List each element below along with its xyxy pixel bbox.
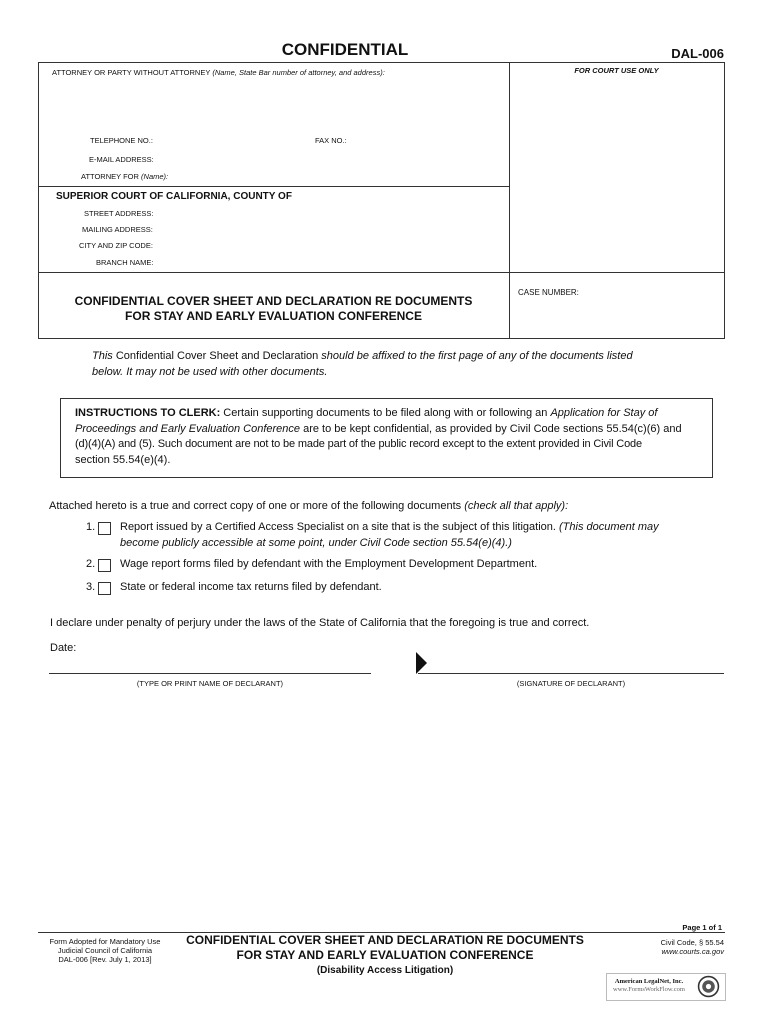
instructions-text: INSTRUCTIONS TO CLERK: Certain supporting documents to be filed along with or following an Application for Stay of Proceedings and Early Evaluation Conference are to be kept confidential, as provided by Civil Code sections 55.54(c)(6) and (d)(4)(A) and (5). Such document are not to be made part of the public record except to the extent provided in Civil Code section 55.54(e)(4). xyxy=(75,407,682,466)
email-label[interactable]: E-MAIL ADDRESS: xyxy=(89,155,154,164)
fax-label[interactable]: FAX NO.: xyxy=(315,136,347,145)
type-name-caption: (TYPE OR PRINT NAME OF DECLARANT) xyxy=(136,679,284,688)
city-zip-label[interactable]: CITY AND ZIP CODE: xyxy=(79,241,153,250)
declaration-text: I declare under penalty of perjury under the laws of the State of California that the foregoing is true and correct. xyxy=(50,617,590,629)
intro-text: This Confidential Cover Sheet and Declaration should be affixed to the first page of any of the documents listed below. It may not be used with other documents. xyxy=(92,350,633,378)
mailing-address-label[interactable]: MAILING ADDRESS: xyxy=(82,225,153,234)
item-3-text: State or federal income tax returns filed by defendant. xyxy=(120,581,382,593)
item-1-checkbox[interactable] xyxy=(98,522,111,535)
civil-code-ref: Civil Code, § 55.54 www.courts.ca.gov xyxy=(660,938,724,956)
legalnet-logo-icon xyxy=(697,975,720,998)
street-address-label[interactable]: STREET ADDRESS: xyxy=(84,209,154,218)
form-adopted: Form Adopted for Mandatory Use Judicial Council of California DAL-006 [Rev. July 1, 2013] xyxy=(49,937,161,964)
case-number-label[interactable]: CASE NUMBER: xyxy=(518,288,579,297)
item-3-number: 3. xyxy=(86,581,96,593)
date-label[interactable]: Date: xyxy=(50,642,77,654)
confidential-heading: CONFIDENTIAL xyxy=(281,40,409,59)
form-number: DAL-006 xyxy=(671,46,724,61)
case-title: CONFIDENTIAL COVER SHEET AND DECLARATION RE DOCUMENTS FOR STAY AND EARLY EVALUATION CONFERENCE xyxy=(74,294,473,323)
item-3-checkbox[interactable] xyxy=(98,582,111,595)
signature-arrow-icon xyxy=(416,652,428,674)
court-title: SUPERIOR COURT OF CALIFORNIA, COUNTY OF xyxy=(56,191,292,202)
item-2-text: Wage report forms filed by defendant with the Employment Development Department. xyxy=(120,558,538,570)
page-number: Page 1 of 1 xyxy=(682,923,722,932)
signature-line[interactable] xyxy=(418,673,724,674)
court-use-label: FOR COURT USE ONLY xyxy=(574,66,659,75)
legalnet-logo-text: American LegalNet, Inc. www.FormsWorkFlow.com xyxy=(613,978,685,993)
item-1-number: 1. xyxy=(86,521,96,533)
item-1-text: Report issued by a Certified Access Specialist on a site that is the subject of this litigation. (This document may become publicly accessible at some point, under Civil Code section 55.54(e)(4).) xyxy=(120,521,659,549)
item-2-checkbox[interactable] xyxy=(98,559,111,572)
signature-caption: (SIGNATURE OF DECLARANT) xyxy=(516,679,626,688)
name-line[interactable] xyxy=(49,673,371,674)
attorney-label: ATTORNEY OR PARTY WITHOUT ATTORNEY (Name, State Bar number of attorney, and address): xyxy=(52,68,385,77)
item-2-number: 2. xyxy=(86,558,96,570)
footer-title: CONFIDENTIAL COVER SHEET AND DECLARATION RE DOCUMENTS FOR STAY AND EARLY EVALUATION CONFERENCE (Disability Access Litigation) xyxy=(186,933,584,976)
telephone-label[interactable]: TELEPHONE NO.: xyxy=(90,136,153,145)
attached-text: Attached hereto is a true and correct copy of one or more of the following documents (check all that apply): xyxy=(49,500,569,512)
branch-name-label[interactable]: BRANCH NAME: xyxy=(96,258,154,267)
attorney-for-label[interactable]: ATTORNEY FOR (Name): xyxy=(81,172,169,181)
